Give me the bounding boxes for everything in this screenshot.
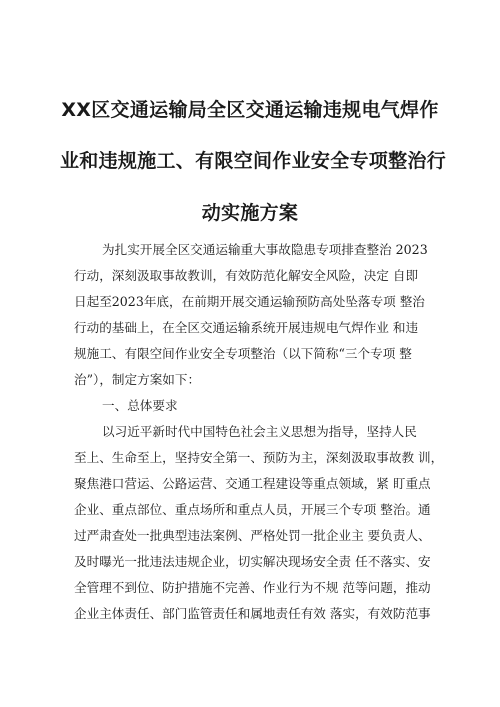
paragraph-2-line-6: 及时曝光一批违法违规企业，切实解决现场安全责 任不落实、安 — [74, 554, 431, 569]
document-title-line-3: 动实施方案 — [201, 202, 299, 224]
paragraph-1-line-5: 规施工、有限空间作业安全专项整治（以下简称“三个专项 整 — [74, 346, 412, 361]
paragraph-2-line-2: 至上、生命至上，坚持安全第一、预防为主，深刻汲取事故教 训， — [74, 450, 444, 465]
document-title-line-2: 业和违规施工、有限空间作业安全专项整治行 — [60, 150, 447, 172]
document-title-line-1: XX区交通运输局全区交通运输违规电气焊作 — [61, 99, 439, 121]
paragraph-1-line-4: 行动的基础上，在全区交通运输系统开展违规电气焊作业 和违 — [74, 320, 419, 335]
paragraph-2-line-5: 过严肃查处一批典型违法案例、严格处罚一批企业主 要负责人、 — [74, 528, 431, 543]
paragraph-2-line-1: 以习近平新时代中国特色社会主义思想为指导，坚持人民 — [102, 424, 417, 439]
paragraph-1-line-2: 行动，深刻汲取事故教训，有效防范化解安全风险，决定 自即 — [74, 268, 419, 283]
paragraph-2-line-3: 聚焦港口营运、公路运营、交通工程建设等重点领域，紧 盯重点 — [74, 476, 431, 491]
paragraph-2-line-4: 企业、重点部位、重点场所和重点人员，开展三个专项 整治。通 — [74, 502, 431, 517]
paragraph-2-line-7: 全管理不到位、防护措施不完善、作业行为不规 范等问题，推动 — [74, 580, 431, 595]
paragraph-2-line-8: 企业主体责任、部门监管责任和属地责任有效 落实，有效防范事 — [74, 606, 431, 621]
paragraph-1-line-1: 为扎实开展全区交通运输重大事故隐患专项排查整治 2023 — [102, 242, 428, 257]
section-heading-overall-requirements: 一、总体要求 — [102, 398, 178, 413]
paragraph-1-line-6: 治”），制定方案如下： — [74, 372, 201, 387]
paragraph-1-line-3: 日起至2023年底，在前期开展交通运输预防高处坠落专项 整治 — [74, 294, 425, 309]
